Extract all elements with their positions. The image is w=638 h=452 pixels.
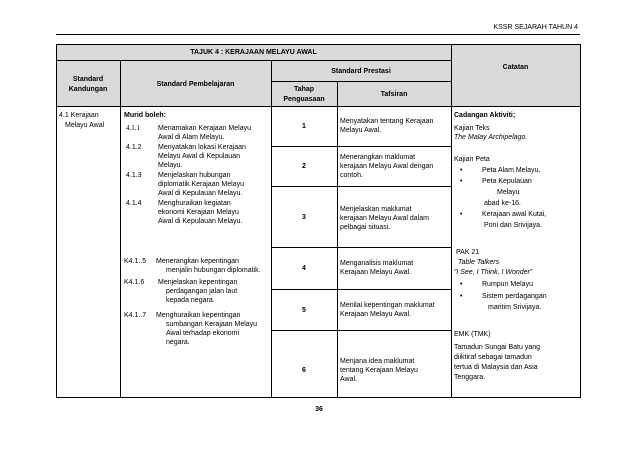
sp-code: K4.1..5 — [124, 258, 147, 265]
tafsiran-text: Menjelaskan maklumat — [340, 206, 412, 213]
peta-item: abad ke-16. — [484, 200, 521, 207]
kajian-teks-title: The Malay Archipelago. — [454, 134, 528, 141]
emk-text: Tamadun Sungai Batu yang — [454, 344, 541, 351]
sk-header-line1: Standard — [72, 76, 104, 83]
emk-text: Tenggara. — [454, 374, 486, 381]
sp-text: diplomatik Kerajaan Melayu — [158, 181, 244, 188]
sp-text: Menjelaskan kepentingan — [158, 279, 238, 286]
sp-text: Awal di Alam Melayu. — [158, 134, 225, 141]
peta-item: Peta Alam Melayu, — [482, 167, 541, 174]
tafsiran-text: kerajaan Melayu Awal dengan — [340, 163, 434, 170]
sp-code: K4.1..7 — [124, 312, 147, 319]
bullet-icon: • — [460, 178, 463, 185]
sp-text: Menghuraikan kepentingan — [156, 312, 241, 319]
tafsiran-text: Menjana idea maklumat — [340, 358, 415, 365]
sk-text-line1: 4.1 Kerajaan — [59, 112, 99, 119]
kajian-peta: Kajian Peta — [454, 156, 490, 163]
sp-text: negara. — [166, 339, 190, 346]
table-title: TAJUK 4 : KERAJAAN MELAYU AWAL — [190, 49, 317, 56]
tahap-number: 4 — [302, 265, 306, 272]
sk-text-line2: Melayu Awal — [65, 122, 105, 129]
tafsiran-text: kerajaan Melayu Awal dalam — [340, 215, 429, 222]
peta-item: Kerajaan awal Kutai, — [482, 211, 547, 218]
bullet-icon: • — [460, 293, 463, 300]
sp-text: perdagangan jalan laut — [166, 288, 238, 295]
sp-text: Menjelaskan hubungan — [158, 172, 231, 179]
murid-boleh-label: Murid boleh: — [124, 112, 166, 119]
emk-title: EMK (TMK) — [454, 331, 491, 338]
tafsiran-text: Melayu Awal. — [340, 127, 382, 134]
catatan-header-cell — [451, 44, 580, 106]
tafsiran-text: pelbagai situasi. — [340, 224, 391, 231]
sp-text: ekonomi Kerajaan Melayu — [158, 209, 239, 216]
sp-text: Menyatakan lokasi Kerajaan — [158, 144, 246, 151]
bullet-icon: • — [460, 211, 463, 218]
tafsiran-text: contoh. — [340, 172, 363, 179]
sp-text: Menerangkan kepentingan — [156, 258, 239, 265]
sk-header-line2: Kandungan — [68, 86, 108, 93]
peta-item: Melayu — [497, 189, 520, 196]
sp-text: sumbangan Kerajaan Melayu — [166, 321, 258, 328]
header-rule — [56, 34, 580, 35]
tahap-header-line1: Tahap — [293, 86, 315, 93]
emk-text: tertua di Malaysia dan Asia — [454, 364, 538, 371]
tafsiran-text: Kerajaan Melayu Awal. — [340, 269, 412, 276]
sp-text: Melayu Awal di Kepulauan — [158, 153, 240, 160]
emk-text: diiktiraf sebagai tamadun — [454, 354, 532, 361]
prestasi-header: Standard Prestasi — [331, 68, 391, 75]
sp-code: K4.1.6 — [124, 279, 145, 286]
tafsiran-header: Tafsiran — [380, 91, 408, 98]
tahap-number: 1 — [302, 123, 306, 130]
sp-text: Awal di Kepulauan Melayu. — [158, 218, 243, 225]
document-header: KSSR SEJARAH TAHUN 4 — [493, 24, 578, 31]
pak-item: Sistem perdagangan — [482, 293, 547, 300]
tafsiran-text: tentang Kerajaan Melayu — [340, 367, 418, 374]
tahap-number: 6 — [302, 367, 306, 374]
sp-text: Menamakan Kerajaan Melayu — [158, 125, 251, 132]
pak-item: maritim Srivijaya. — [488, 304, 542, 311]
sp-code: 4.1.4 — [126, 200, 142, 207]
tafsiran-text: Menilai kepentingan maklumat — [340, 302, 435, 309]
tafsiran-text: Menyatakan tentang Kerajaan — [340, 118, 434, 125]
tahap-number: 3 — [302, 214, 306, 221]
sp-text: menjalin hubungan diplomatik. — [166, 267, 261, 274]
sp-header: Standard Pembelajaran — [156, 81, 235, 88]
pak-item: Rumpun Melayu — [482, 281, 533, 288]
tahap-header-line2: Penguasaan — [283, 96, 325, 103]
catatan-header: Catatan — [502, 64, 529, 71]
page-number: 36 — [315, 406, 323, 413]
sp-text: Awal di Kepulauan Melayu. — [158, 190, 243, 197]
tahap-number: 5 — [302, 307, 306, 314]
sp-text: Melayu. — [158, 162, 183, 169]
tafsiran-text: Kerajaan Melayu Awal. — [340, 311, 412, 318]
peta-item: Poni dan Srivijaya. — [484, 222, 542, 229]
tafsiran-text: Menerangkan maklumat — [340, 154, 416, 161]
sp-code: 4.1.1 — [126, 124, 140, 132]
bullet-icon: • — [460, 281, 463, 288]
table-talkers: Table Talkers — [458, 259, 500, 266]
sp-code: 4.1.2 — [126, 144, 142, 151]
tahap-number: 2 — [302, 163, 306, 170]
cadangan-aktiviti: Cadangan Aktiviti; — [454, 112, 516, 119]
peta-item: Peta Kepulauan — [482, 178, 532, 185]
sp-text: Menghuraikan kegiatan — [158, 200, 231, 207]
sp-text: Awal terhadap ekonomi — [166, 330, 240, 337]
bullet-icon: • — [460, 167, 463, 174]
kajian-teks: Kajian Teks — [454, 125, 490, 132]
tafsiran-text: Menganalisis maklumat — [340, 260, 414, 267]
sp-text: kepada negara. — [166, 297, 215, 304]
i-see-i-think: “I See, I Think, I Wonder” — [454, 269, 533, 276]
sp-code: 4.1.3 — [126, 172, 142, 179]
tafsiran-text: Awal. — [340, 376, 357, 383]
pak21: PAK 21 — [456, 249, 480, 256]
